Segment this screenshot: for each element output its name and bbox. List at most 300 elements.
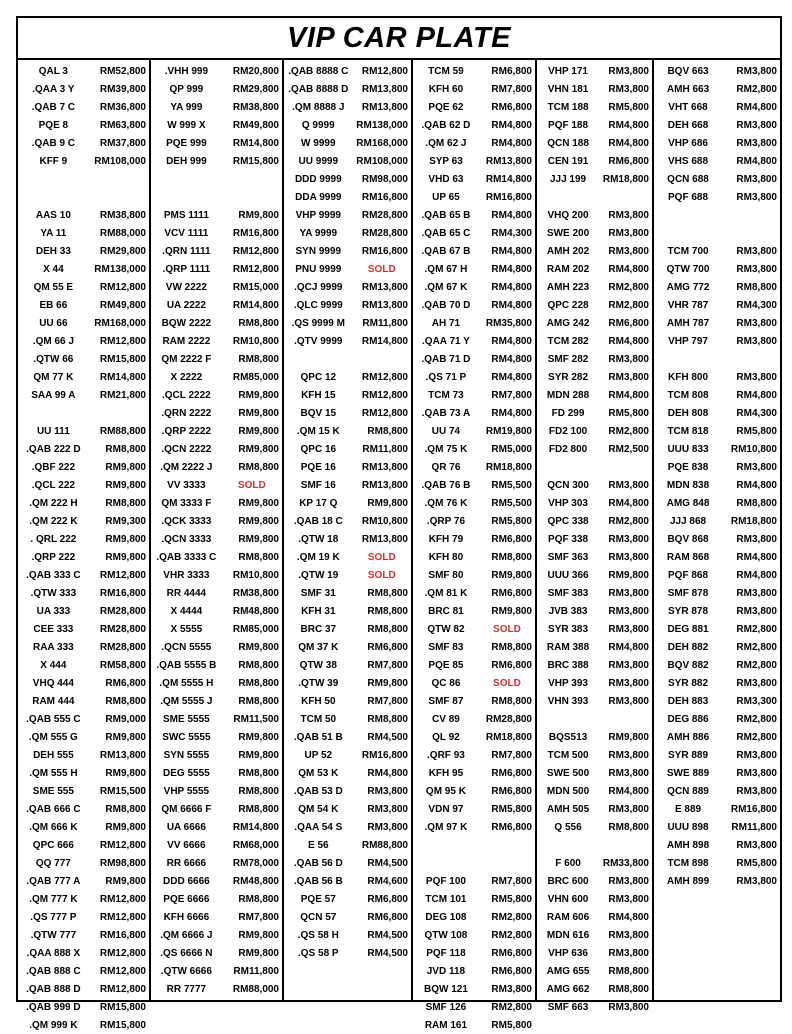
plate-row [284,674,411,692]
plate-row [284,242,411,260]
plate-row [413,98,535,116]
plate-price: RM3,800 [736,461,777,473]
plate-price: RM3,800 [491,983,532,995]
plate-row [284,386,411,404]
plate-price: RM13,800 [99,749,146,761]
plate-price: RM168,000 [94,317,146,329]
plate-price: RM6,800 [491,965,532,977]
plate-row [537,836,652,854]
plate-number: UP 52 [304,749,333,761]
plate-price: RM13,800 [361,281,408,293]
plate-number: QM 53 K [298,767,339,779]
plate-row [413,782,535,800]
plate-price: RM48,800 [232,605,279,617]
plate-number: .QAB 62 D [421,119,471,131]
plate-price: RM4,500 [367,857,408,869]
plate-price: RM138,000 [356,119,408,131]
plate-row [537,494,652,512]
plate-number: TCM 808 [667,389,709,401]
sold-badge: SOLD [493,677,521,689]
plate-row [413,872,535,890]
plate-row [151,980,282,998]
plate-price: RM48,800 [232,875,279,887]
plate-row [537,692,652,710]
sold-badge: SOLD [493,623,521,635]
plate-price: RM12,800 [99,983,146,995]
plate-number: .QS 6666 N [160,947,213,959]
plate-number: UU 111 [36,425,70,437]
plate-price: RM12,800 [361,407,408,419]
plate-number: JJJ 868 [669,515,707,527]
plate-number: VHN 181 [547,83,589,95]
plate-row [151,224,282,242]
plate-price: RM3,800 [608,479,649,491]
plate-price: RM3,800 [736,875,777,887]
plate-price: RM3,800 [736,263,777,275]
plate-row [18,404,149,422]
plate-price: RM13,800 [361,479,408,491]
plate-number: .QAB 7 C [31,101,76,113]
plate-row [18,134,149,152]
plate-price: RM9,800 [105,731,146,743]
plate-price: RM4,800 [491,245,532,257]
plate-number: TCM 818 [667,425,709,437]
plate-price: RM9,800 [238,443,279,455]
sold-badge: SOLD [367,569,396,581]
plate-price: RM4,800 [736,569,777,581]
plate-row [18,602,149,620]
plate-row [151,926,282,944]
plate-row [151,116,282,134]
plate-row [413,368,535,386]
plate-number: AMG 772 [666,281,710,293]
plate-row [18,710,149,728]
plate-price: RM16,800 [361,749,408,761]
plate-price: RM7,800 [491,875,532,887]
plate-number: QTW 108 [424,929,468,941]
plate-row [537,548,652,566]
plate-number: .QTW 777 [30,929,77,941]
plate-row [537,188,652,206]
plate-price: RM8,800 [491,551,532,563]
plate-row [413,350,535,368]
plate-number: W 9999 [301,137,336,149]
plate-number: QPC 666 [32,839,74,851]
plate-column-3 [284,60,413,1002]
plate-row [18,692,149,710]
plate-row [151,206,282,224]
plate-row [537,818,652,836]
plate-row [654,62,780,80]
plate-number: SWE 200 [546,227,590,239]
plate-number: MDN 838 [666,479,710,491]
page-title: VIP CAR PLATE [18,18,780,60]
plate-price: RM8,800 [238,695,279,707]
plate-number: .QTW 18 [298,533,339,545]
plate-price: RM4,800 [608,641,649,653]
plate-number: .QM 75 K [424,443,468,455]
plate-price: RM3,800 [736,317,777,329]
plate-price: RM11,800 [233,965,279,977]
plate-number: .QAA 54 S [294,821,343,833]
plate-row [151,440,282,458]
plate-row [284,638,411,656]
plate-number: DEG 108 [425,911,467,923]
plate-column-6 [654,60,780,1002]
plate-price: RM85,000 [232,623,279,635]
plate-row [413,620,535,638]
sold-badge: SOLD [237,479,266,491]
plate-number: EB 66 [39,299,68,311]
plate-price: RM6,800 [491,587,532,599]
plate-number: RAA 333 [32,641,74,653]
plate-price: RM14,800 [232,137,279,149]
plate-price: RM2,800 [608,281,649,293]
plate-row [151,260,282,278]
plate-row [284,908,411,926]
plate-row [151,170,282,188]
plate-number: TCM 101 [425,893,467,905]
plate-number: VV 6666 [167,839,206,851]
plate-row [18,314,149,332]
plate-price: RM3,800 [608,677,649,689]
plate-number: F 600 [555,857,581,869]
plate-price: RM63,800 [99,119,146,131]
plate-row [537,296,652,314]
plate-row [284,512,411,530]
plate-number: YA 9999 [299,227,338,239]
plate-price: RM4,800 [608,119,649,131]
plate-row [151,944,282,962]
plate-row [413,548,535,566]
plate-row [284,656,411,674]
plate-number: .QLC 9999 [293,299,343,311]
plate-price: RM28,800 [361,209,408,221]
plate-number: .QAB 999 D [26,1001,81,1013]
plate-row [413,602,535,620]
plate-row [654,584,780,602]
plate-number: QR 76 [431,461,461,473]
plate-number: .QCN 5555 [161,641,212,653]
plate-number: QTW 700 [666,263,710,275]
plate-number: .QTW 6666 [160,965,212,977]
plate-number: SYN 9999 [295,245,342,257]
plate-price: RM15,800 [99,1001,146,1013]
plate-row [654,530,780,548]
plate-row [18,584,149,602]
plate-row [284,422,411,440]
plate-number: QM 37 K [298,641,339,653]
plate-row [151,746,282,764]
plate-price: RM4,800 [736,155,777,167]
plate-price: RM4,800 [608,263,649,275]
plate-number: QPC 228 [547,299,589,311]
plate-number: QC 86 [431,677,461,689]
plate-price: RM6,800 [491,659,532,671]
plate-price: RM4,800 [608,335,649,347]
plate-price: RM9,800 [367,677,408,689]
plate-number: BQW 2222 [161,317,212,329]
plate-row [151,818,282,836]
plate-number: .QBF 222 [31,461,76,473]
plate-price: RM3,800 [608,209,649,221]
plate-number: W 999 X [167,119,206,131]
plate-number: .QAB 666 C [26,803,81,815]
plate-row [413,260,535,278]
plate-row [151,476,282,494]
plate-price: RM3,800 [608,245,649,257]
plate-row [151,728,282,746]
plate-row [413,980,535,998]
plate-number: PQE 57 [300,893,336,905]
plate-number: .QCL 222 [31,479,75,491]
plate-price: RM6,800 [491,785,532,797]
plate-row [151,584,282,602]
plate-price: RM9,800 [105,461,146,473]
plate-number: .QAB 73 A [421,407,471,419]
plate-row [537,332,652,350]
plate-row [537,98,652,116]
plate-price: RM5,800 [491,1019,532,1031]
plate-price: RM7,800 [238,911,279,923]
plate-row [151,296,282,314]
plate-row [413,926,535,944]
plate-number: VHQ 444 [32,677,74,689]
plate-number: X 4444 [170,605,203,617]
plate-price: RM16,800 [99,929,146,941]
plate-row [537,278,652,296]
plate-price: RM3,800 [608,1001,649,1013]
plate-row [284,944,411,962]
plate-price: RM3,800 [736,785,777,797]
plate-price: RM9,000 [105,713,146,725]
plate-price: RM2,800 [608,515,649,527]
plate-row [18,926,149,944]
plate-row [537,458,652,476]
plate-price: RM8,800 [238,353,279,365]
plate-price: RM37,800 [99,137,146,149]
plate-number: SMF 87 [428,695,464,707]
plate-row [284,710,411,728]
plate-row [654,188,780,206]
plate-price: RM8,800 [105,443,146,455]
plate-number: .QTW 39 [298,677,339,689]
plate-number: .QAB 76 B [421,479,471,491]
plate-number: QP 999 [169,83,204,95]
plate-number: BQV 663 [667,65,709,77]
plate-number: TCM 59 [428,65,464,77]
plate-price: RM3,800 [608,767,649,779]
plate-row [151,764,282,782]
plate-price: RM6,800 [491,767,532,779]
plate-price: RM9,800 [238,425,279,437]
plate-row [537,386,652,404]
plate-number: BQS513 [548,731,588,743]
plate-row [654,80,780,98]
plate-number: VHP 171 [548,65,588,77]
plate-number: .QS 9999 M [291,317,345,329]
plate-number: PQF 188 [548,119,589,131]
plate-number: PQE 8 [38,119,69,131]
plate-row [537,998,652,1016]
plate-price: RM28,800 [99,623,146,635]
plate-price: RM12,800 [99,569,146,581]
plate-price: RM12,800 [99,335,146,347]
plate-row [18,458,149,476]
plate-number: UA 333 [36,605,71,617]
plate-row [413,890,535,908]
plate-row [151,332,282,350]
plate-price: RM52,800 [99,65,146,77]
plate-row [151,278,282,296]
plate-number: .QCN 3333 [161,533,212,545]
plate-row [151,890,282,908]
plate-row [413,962,535,980]
plate-row [18,836,149,854]
plate-price: RM3,300 [736,695,777,707]
plate-price: RM3,800 [608,695,649,707]
plate-number: .QAA 888 X [26,947,81,959]
plate-price: RM88,000 [232,983,279,995]
plate-row [537,134,652,152]
plate-number: .QM 15 K [296,425,340,437]
plate-row [654,692,780,710]
plate-price: RM2,800 [608,299,649,311]
plate-price: RM4,800 [736,101,777,113]
plate-row [18,170,149,188]
plate-row [284,782,411,800]
plate-price: RM14,800 [99,371,146,383]
plate-number: .QM 76 K [424,497,468,509]
plate-price: RM2,800 [736,713,777,725]
plate-price: RM8,800 [238,317,279,329]
plate-price: RM8,800 [736,497,777,509]
plate-row [284,836,411,854]
plate-price: RM3,800 [608,929,649,941]
plate-row [654,134,780,152]
plate-price: RM3,800 [736,335,777,347]
plate-column-1 [18,60,151,1031]
plate-row [284,62,411,80]
plate-number: QL 92 [432,731,460,743]
plate-price: RM13,800 [361,461,408,473]
plate-number: .QRP 222 [31,551,76,563]
plate-row [537,152,652,170]
plate-price: RM3,800 [736,245,777,257]
plate-row [654,116,780,134]
plate-price: RM85,000 [232,371,279,383]
plate-row [151,368,282,386]
plate-number: QQ 777 [35,857,71,869]
plate-price: RM8,800 [491,695,532,707]
plate-price: RM6,800 [491,821,532,833]
plate-price: RM12,800 [361,371,408,383]
plate-number: AMG 848 [666,497,710,509]
plate-number: .QTW 333 [30,587,77,599]
plate-row [18,890,149,908]
plate-price: RM35,800 [485,317,532,329]
plate-row [413,404,535,422]
plate-number: KFH 79 [428,533,464,545]
plate-row [537,944,652,962]
plate-number: SME 555 [32,785,74,797]
plate-row [284,728,411,746]
plate-price: RM3,800 [608,371,649,383]
plate-row [18,980,149,998]
plate-price: RM3,800 [736,137,777,149]
plate-number: AMG 662 [546,983,590,995]
plate-number: .QS 777 P [30,911,77,923]
plate-row [151,134,282,152]
plate-row [537,890,652,908]
plate-row [413,1016,535,1034]
plate-price: RM38,800 [232,101,279,113]
plate-number: VHQ 200 [547,209,589,221]
plate-price: RM2,800 [736,641,777,653]
plate-row [151,692,282,710]
plate-price: RM8,800 [608,965,649,977]
plate-row [151,548,282,566]
plate-price: RM20,800 [232,65,279,77]
plate-number: DEH 882 [667,641,709,653]
plate-row [413,566,535,584]
plate-number: AMH 899 [666,875,710,887]
plate-price: RM6,800 [608,155,649,167]
plate-price: RM168,000 [356,137,408,149]
plate-price: RM6,800 [491,65,532,77]
plate-price: RM7,800 [367,695,408,707]
plate-price: RM16,800 [485,191,532,203]
plate-row [537,314,652,332]
plate-price: RM28,800 [485,713,532,725]
plate-price: RM2,800 [736,731,777,743]
plate-number: .QTW 19 [298,569,339,581]
plate-number: SMF 80 [428,569,464,581]
plate-price: RM10,800 [232,569,279,581]
plate-number: .QAA 71 Y [422,335,470,347]
plate-number: E 889 [674,803,702,815]
plate-price: RM4,800 [491,335,532,347]
plate-number: AMH 202 [546,245,590,257]
plate-number: .QAB 8888 D [288,83,349,95]
plate-row [413,674,535,692]
plate-row [284,134,411,152]
plate-row [413,440,535,458]
plate-price: RM5,800 [491,803,532,815]
plate-row [654,746,780,764]
plate-number: RR 4444 [166,587,207,599]
plate-number: .QAB 555 C [26,713,81,725]
plate-number: QAL 3 [38,65,68,77]
plate-number: QPC 338 [547,515,589,527]
plate-price: RM38,800 [232,587,279,599]
plate-price: RM9,800 [105,821,146,833]
plate-row [413,242,535,260]
plate-number: SMF 126 [425,1001,467,1013]
plate-row [654,440,780,458]
plate-row [18,386,149,404]
plate-number: .QM 62 J [425,137,467,149]
plate-row [654,512,780,530]
plate-price: RM78,000 [232,857,279,869]
plate-number: SYR 878 [668,605,709,617]
plate-row [151,494,282,512]
plate-row [18,188,149,206]
plate-price: RM9,800 [238,497,279,509]
plate-price: RM9,800 [367,497,408,509]
plate-row [413,728,535,746]
plate-row [537,926,652,944]
